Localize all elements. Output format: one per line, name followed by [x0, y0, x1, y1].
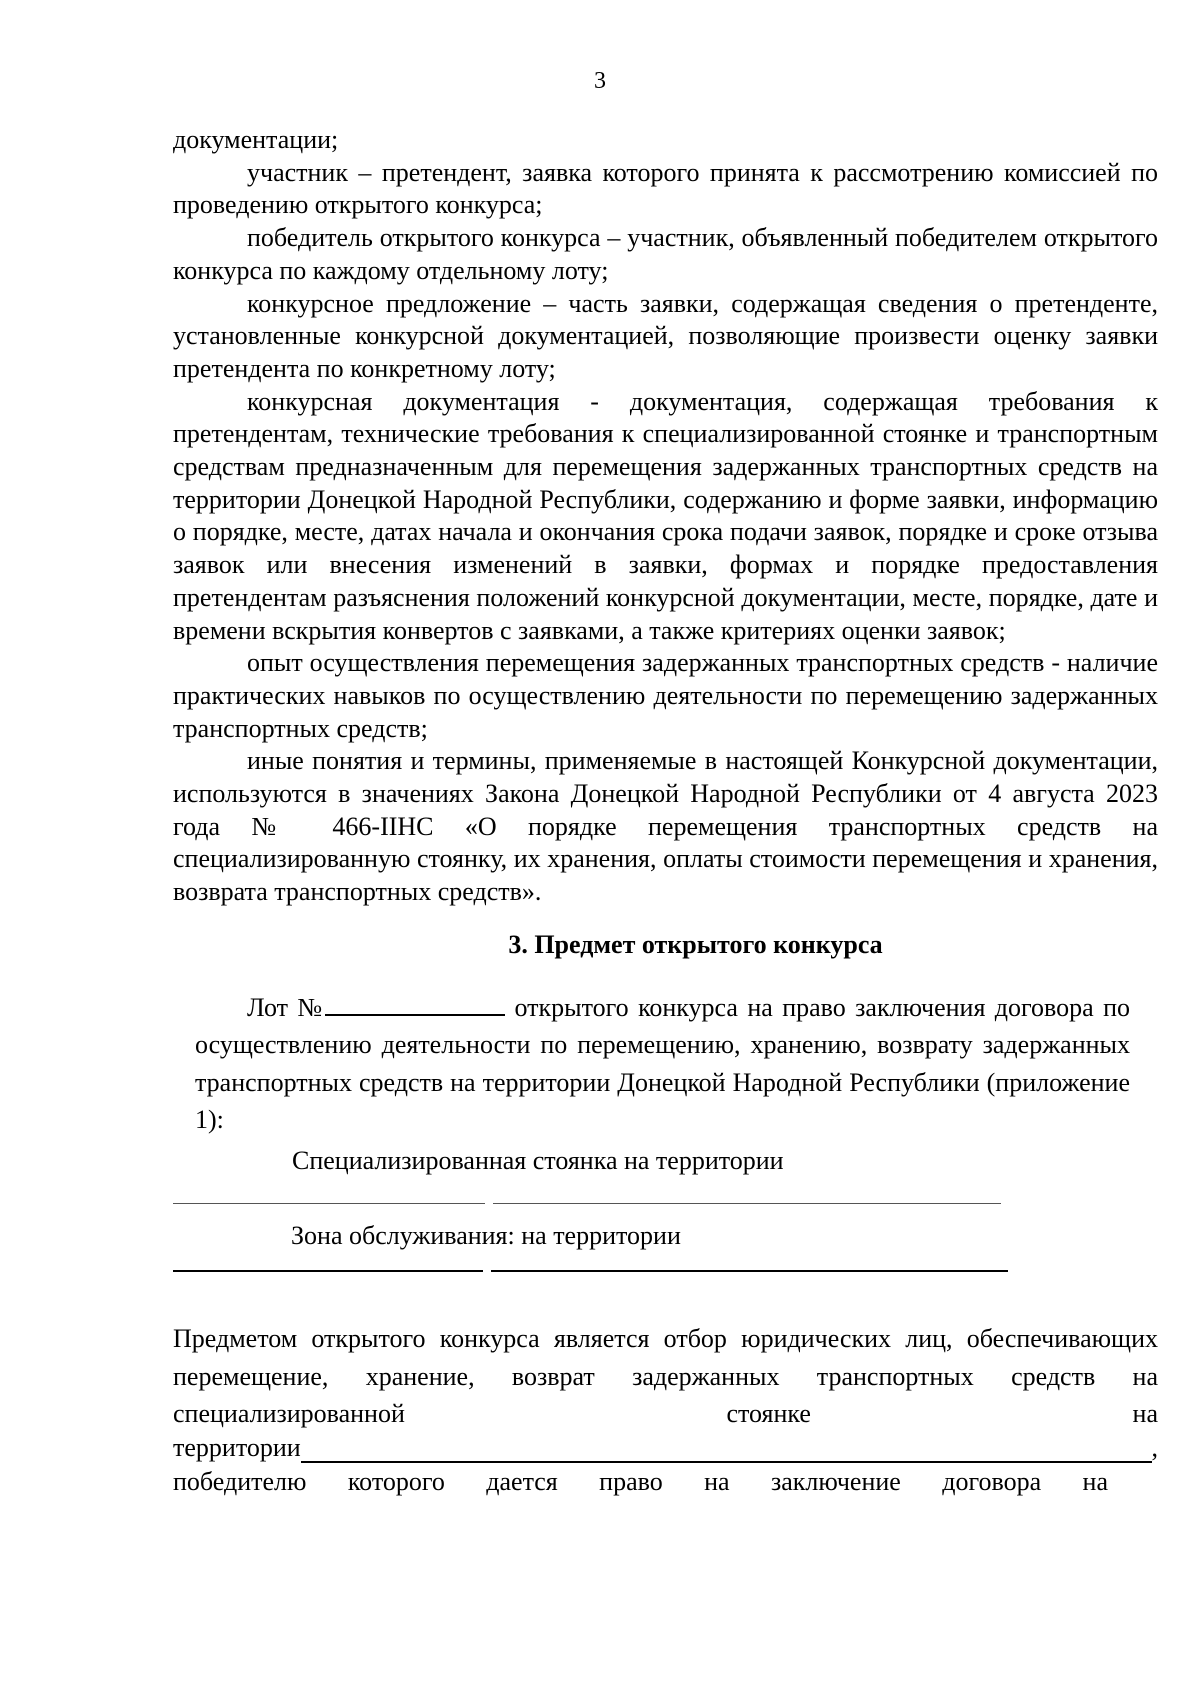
winner-paragraph: победителю которого дается право на заключение договора на — [173, 1466, 1108, 1496]
zone-territory-blank-2[interactable] — [491, 1270, 1008, 1272]
parking-territory-blank-2[interactable] — [493, 1203, 1001, 1204]
lot-number-blank[interactable] — [325, 992, 505, 1016]
subject-paragraph: Предметом открытого конкурса является отбор юридических лиц, обеспечивающих перемещение, хранение, возврат задержанных транспортных средств на специализированной стоянке на — [173, 1324, 1158, 1429]
section-heading: 3. Предмет открытого конкурса — [508, 929, 883, 959]
definition-experience: опыт осуществления перемещения задержанных транспортных средств - наличие практических навыков по осуществлению деятельности по перемещению задержанных транспортных средств; — [173, 648, 1158, 743]
zone-territory-blank-1[interactable] — [173, 1270, 483, 1272]
subject-block — [173, 1320, 1158, 1500]
definition-winner: победитель открытого конкурса – участник, объявленный победителем открытого конкурса по каждому отдельному лоту; — [173, 223, 1158, 285]
parking-label: Специализированная стоянка на территории — [292, 1145, 784, 1175]
lot-block — [195, 989, 1130, 1180]
zone-label: Зона обслуживания: на территории — [291, 1221, 681, 1251]
definition-competitive-offer: конкурсное предложение – часть заявки, содержащая сведения о претенденте, установленные конкурсной документацией, позволяющие произвести оценку заявки претендента по конкретному лоту; — [173, 288, 1158, 383]
lot-text: открытого конкурса на право заключения договора по осуществлению деятельности по перемещению, хранению, возврату задержанных транспортных средств на территории Донецкой Народной Республики (приложение 1): — [195, 992, 1131, 1135]
paragraph-continuation: документации; — [173, 125, 339, 154]
territory-blank[interactable] — [301, 1435, 1152, 1463]
definition-competition-documentation: конкурсная документация - документация, содержащая требования к претендентам, технические требования к специализированной стоянке и транспортным средствам предназначенным для перемещения задержанных транспортных средств на территории Донецкой Народной Республики, содержанию и форме заявки, информацию о порядке, месте, датах начала и окончания срока подачи заявок, порядке и сроке отзыва заявок или внесения изменений в заявки, формах и порядке предоставления претендентам разъяснения положений конкурсной документации, месте, порядке, дате и времени вскрытия конвертов с заявками, а также критериях оценки заявок; — [173, 386, 1158, 645]
page-number: 3 — [594, 68, 606, 94]
zone-territory-lines — [173, 1256, 1158, 1284]
territory-comma: , — [1151, 1432, 1158, 1462]
territory-line — [173, 1433, 1158, 1463]
territory-word: территории — [173, 1432, 301, 1462]
lot-prefix: Лот № — [247, 992, 326, 1022]
definition-participant: участник – претендент, заявка которого принята к рассмотрению комиссией по проведению открытого конкурса; — [173, 157, 1158, 220]
parking-territory-lines — [173, 1189, 1158, 1217]
document-body — [173, 124, 1158, 1500]
parking-territory-blank-1[interactable] — [173, 1203, 485, 1204]
definition-other-terms: иные понятия и термины, применяемые в настоящей Конкурсной документации, используются в значениях Закона Донецкой Народной Республики от 4 августа 2023 года № 466-IIНС «О порядке перемещения транспортных средств на специализированную стоянку, их хранения, оплаты стоимости перемещения и хранения, возврата транспортных средств». — [173, 746, 1158, 907]
lot-paragraph — [195, 989, 1130, 1139]
